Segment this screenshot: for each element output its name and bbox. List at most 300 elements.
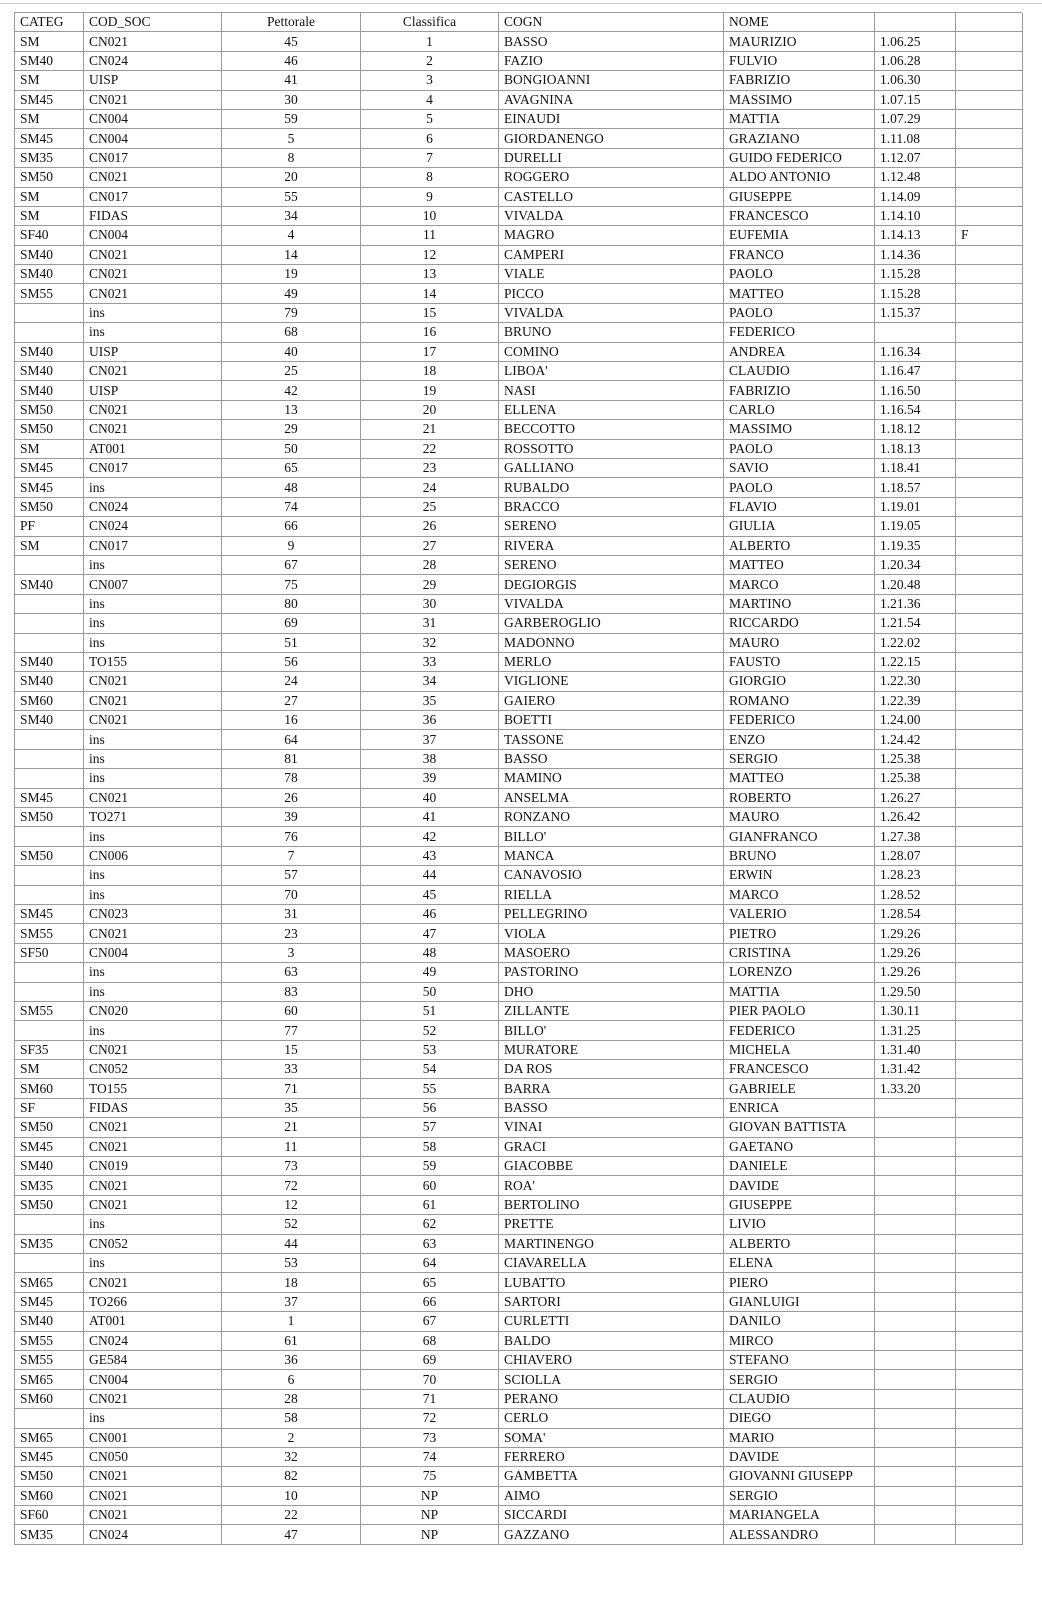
- time-cell: 1.20.34: [875, 555, 956, 574]
- extra-cell: [956, 1312, 1023, 1331]
- pettorale-cell: 81: [222, 749, 361, 768]
- header-cod-soc: COD_SOC: [84, 13, 222, 32]
- classifica-cell: 72: [361, 1409, 499, 1428]
- classifica-cell: 66: [361, 1292, 499, 1311]
- time-cell: 1.11.08: [875, 129, 956, 148]
- header-cogn: COGN: [499, 13, 724, 32]
- nome-cell: MAURO: [724, 808, 875, 827]
- time-cell: [875, 1254, 956, 1273]
- time-cell: 1.21.36: [875, 594, 956, 613]
- cogn-cell: CHIAVERO: [499, 1350, 724, 1369]
- nome-cell: MARCO: [724, 885, 875, 904]
- extra-cell: [956, 497, 1023, 516]
- pettorale-cell: 7: [222, 846, 361, 865]
- pettorale-cell: 11: [222, 1137, 361, 1156]
- nome-cell: MATTEO: [724, 555, 875, 574]
- cogn-cell: VIVALDA: [499, 206, 724, 225]
- classifica-cell: 69: [361, 1350, 499, 1369]
- nome-cell: FLAVIO: [724, 497, 875, 516]
- classifica-cell: 1: [361, 32, 499, 51]
- extra-cell: [956, 1350, 1023, 1369]
- extra-cell: [956, 1234, 1023, 1253]
- time-cell: 1.26.27: [875, 788, 956, 807]
- table-row: [15, 924, 1023, 943]
- cod-soc-cell: ins: [84, 963, 222, 982]
- cogn-cell: FERRERO: [499, 1447, 724, 1466]
- cogn-cell: ROGGERO: [499, 168, 724, 187]
- time-cell: [875, 1234, 956, 1253]
- time-cell: 1.16.50: [875, 381, 956, 400]
- cogn-cell: GIACOBBE: [499, 1157, 724, 1176]
- time-cell: [875, 1118, 956, 1137]
- nome-cell: ALDO ANTONIO: [724, 168, 875, 187]
- pettorale-cell: 69: [222, 614, 361, 633]
- cod-soc-cell: UISP: [84, 342, 222, 361]
- extra-cell: [956, 575, 1023, 594]
- pettorale-cell: 65: [222, 458, 361, 477]
- extra-cell: [956, 71, 1023, 90]
- cogn-cell: BECCOTTO: [499, 420, 724, 439]
- categ-cell: SM45: [15, 478, 84, 497]
- nome-cell: LIVIO: [724, 1215, 875, 1234]
- table-row: [15, 1506, 1023, 1525]
- cod-soc-cell: ins: [84, 769, 222, 788]
- table-row: [15, 1254, 1023, 1273]
- extra-cell: [956, 1021, 1023, 1040]
- cod-soc-cell: TO155: [84, 1079, 222, 1098]
- pettorale-cell: 47: [222, 1525, 361, 1544]
- cogn-cell: BRUNO: [499, 323, 724, 342]
- categ-cell: SF40: [15, 226, 84, 245]
- nome-cell: DIEGO: [724, 1409, 875, 1428]
- table-row: [15, 1021, 1023, 1040]
- nome-cell: GIOVAN BATTISTA: [724, 1118, 875, 1137]
- classifica-cell: 65: [361, 1273, 499, 1292]
- pettorale-cell: 77: [222, 1021, 361, 1040]
- cod-soc-cell: CN004: [84, 1370, 222, 1389]
- time-cell: 1.14.09: [875, 187, 956, 206]
- categ-cell: SM: [15, 536, 84, 555]
- pettorale-cell: 53: [222, 1254, 361, 1273]
- cogn-cell: MAMINO: [499, 769, 724, 788]
- pettorale-cell: 14: [222, 245, 361, 264]
- cod-soc-cell: CN007: [84, 575, 222, 594]
- nome-cell: MAURO: [724, 633, 875, 652]
- categ-cell: SM35: [15, 148, 84, 167]
- cogn-cell: PELLEGRINO: [499, 904, 724, 923]
- table-row: [15, 1098, 1023, 1117]
- categ-cell: SM50: [15, 497, 84, 516]
- cogn-cell: VIALE: [499, 265, 724, 284]
- cod-soc-cell: ins: [84, 323, 222, 342]
- cod-soc-cell: CN021: [84, 1506, 222, 1525]
- classifica-cell: 4: [361, 90, 499, 109]
- classifica-cell: 29: [361, 575, 499, 594]
- extra-cell: [956, 1195, 1023, 1214]
- classifica-cell: 59: [361, 1157, 499, 1176]
- pettorale-cell: 34: [222, 206, 361, 225]
- table-row: [15, 691, 1023, 710]
- cod-soc-cell: CN021: [84, 168, 222, 187]
- classifica-cell: 37: [361, 730, 499, 749]
- classifica-cell: 10: [361, 206, 499, 225]
- pettorale-cell: 40: [222, 342, 361, 361]
- extra-cell: [956, 342, 1023, 361]
- extra-cell: [956, 478, 1023, 497]
- nome-cell: FRANCESCO: [724, 206, 875, 225]
- nome-cell: FABRIZIO: [724, 71, 875, 90]
- cod-soc-cell: CN017: [84, 536, 222, 555]
- extra-cell: [956, 730, 1023, 749]
- cogn-cell: MADONNO: [499, 633, 724, 652]
- cogn-cell: BRACCO: [499, 497, 724, 516]
- cod-soc-cell: ins: [84, 594, 222, 613]
- time-cell: 1.27.38: [875, 827, 956, 846]
- categ-cell: SM50: [15, 400, 84, 419]
- classifica-cell: 75: [361, 1467, 499, 1486]
- pettorale-cell: 26: [222, 788, 361, 807]
- cod-soc-cell: ins: [84, 633, 222, 652]
- cod-soc-cell: CN021: [84, 691, 222, 710]
- cogn-cell: PASTORINO: [499, 963, 724, 982]
- nome-cell: FRANCO: [724, 245, 875, 264]
- pettorale-cell: 48: [222, 478, 361, 497]
- nome-cell: MARIANGELA: [724, 1506, 875, 1525]
- cogn-cell: RIVERA: [499, 536, 724, 555]
- table-row: [15, 245, 1023, 264]
- time-cell: 1.22.39: [875, 691, 956, 710]
- table-row: [15, 71, 1023, 90]
- nome-cell: PAOLO: [724, 303, 875, 322]
- categ-cell: SM40: [15, 575, 84, 594]
- table-row: [15, 1350, 1023, 1369]
- cod-soc-cell: CN021: [84, 265, 222, 284]
- categ-cell: SM40: [15, 51, 84, 70]
- cogn-cell: BONGIOANNI: [499, 71, 724, 90]
- table-row: [15, 963, 1023, 982]
- cogn-cell: CURLETTI: [499, 1312, 724, 1331]
- extra-cell: [956, 749, 1023, 768]
- nome-cell: SERGIO: [724, 1486, 875, 1505]
- table-row: [15, 769, 1023, 788]
- cogn-cell: DURELLI: [499, 148, 724, 167]
- pettorale-cell: 42: [222, 381, 361, 400]
- table-row: [15, 1040, 1023, 1059]
- table-row: [15, 109, 1023, 128]
- categ-cell: SM40: [15, 1157, 84, 1176]
- nome-cell: MATTIA: [724, 982, 875, 1001]
- nome-cell: BRUNO: [724, 846, 875, 865]
- extra-cell: [956, 1176, 1023, 1195]
- extra-cell: [956, 458, 1023, 477]
- nome-cell: SAVIO: [724, 458, 875, 477]
- nome-cell: GIUSEPPE: [724, 187, 875, 206]
- extra-cell: [956, 420, 1023, 439]
- pettorale-cell: 21: [222, 1118, 361, 1137]
- pettorale-cell: 39: [222, 808, 361, 827]
- cogn-cell: VINAI: [499, 1118, 724, 1137]
- extra-cell: [956, 1215, 1023, 1234]
- table-row: [15, 51, 1023, 70]
- cogn-cell: ANSELMA: [499, 788, 724, 807]
- cogn-cell: GAMBETTA: [499, 1467, 724, 1486]
- classifica-cell: 43: [361, 846, 499, 865]
- categ-cell: [15, 1215, 84, 1234]
- cod-soc-cell: CN021: [84, 1137, 222, 1156]
- categ-cell: SM40: [15, 711, 84, 730]
- pettorale-cell: 76: [222, 827, 361, 846]
- classifica-cell: 3: [361, 71, 499, 90]
- classifica-cell: 32: [361, 633, 499, 652]
- classifica-cell: 48: [361, 943, 499, 962]
- table-row: [15, 555, 1023, 574]
- classifica-cell: 36: [361, 711, 499, 730]
- pettorale-cell: 63: [222, 963, 361, 982]
- classifica-cell: 5: [361, 109, 499, 128]
- table-row: [15, 1389, 1023, 1408]
- table-row: [15, 1137, 1023, 1156]
- time-cell: 1.25.38: [875, 749, 956, 768]
- cod-soc-cell: TO266: [84, 1292, 222, 1311]
- cod-soc-cell: AT001: [84, 439, 222, 458]
- time-cell: 1.19.35: [875, 536, 956, 555]
- pettorale-cell: 36: [222, 1350, 361, 1369]
- nome-cell: FRANCESCO: [724, 1060, 875, 1079]
- table-row: [15, 168, 1023, 187]
- cogn-cell: SARTORI: [499, 1292, 724, 1311]
- nome-cell: DAVIDE: [724, 1176, 875, 1195]
- pettorale-cell: 27: [222, 691, 361, 710]
- cogn-cell: DA ROS: [499, 1060, 724, 1079]
- nome-cell: DANIELE: [724, 1157, 875, 1176]
- extra-cell: [956, 265, 1023, 284]
- extra-cell: [956, 1292, 1023, 1311]
- nome-cell: FULVIO: [724, 51, 875, 70]
- time-cell: [875, 1486, 956, 1505]
- cod-soc-cell: ins: [84, 827, 222, 846]
- time-cell: [875, 1447, 956, 1466]
- categ-cell: SM45: [15, 90, 84, 109]
- categ-cell: [15, 1021, 84, 1040]
- cod-soc-cell: AT001: [84, 1312, 222, 1331]
- table-row: [15, 536, 1023, 555]
- categ-cell: SM: [15, 439, 84, 458]
- categ-cell: SM55: [15, 1350, 84, 1369]
- classifica-cell: 50: [361, 982, 499, 1001]
- nome-cell: DAVIDE: [724, 1447, 875, 1466]
- nome-cell: FABRIZIO: [724, 381, 875, 400]
- classifica-cell: NP: [361, 1506, 499, 1525]
- nome-cell: ENRICA: [724, 1098, 875, 1117]
- cod-soc-cell: CN020: [84, 1001, 222, 1020]
- table-row: [15, 32, 1023, 51]
- cod-soc-cell: CN050: [84, 1447, 222, 1466]
- time-cell: 1.26.42: [875, 808, 956, 827]
- cogn-cell: SCIOLLA: [499, 1370, 724, 1389]
- table-row: [15, 1157, 1023, 1176]
- cod-soc-cell: CN006: [84, 846, 222, 865]
- categ-cell: SM50: [15, 1118, 84, 1137]
- time-cell: [875, 1157, 956, 1176]
- extra-cell: [956, 439, 1023, 458]
- table-row: [15, 730, 1023, 749]
- cogn-cell: PRETTE: [499, 1215, 724, 1234]
- cogn-cell: BASSO: [499, 32, 724, 51]
- nome-cell: GIORGIO: [724, 672, 875, 691]
- cogn-cell: VIGLIONE: [499, 672, 724, 691]
- classifica-cell: 22: [361, 439, 499, 458]
- extra-cell: [956, 168, 1023, 187]
- time-cell: [875, 1292, 956, 1311]
- classifica-cell: 74: [361, 1447, 499, 1466]
- extra-cell: [956, 284, 1023, 303]
- cod-soc-cell: ins: [84, 885, 222, 904]
- pettorale-cell: 4: [222, 226, 361, 245]
- time-cell: 1.29.26: [875, 943, 956, 962]
- categ-cell: SM40: [15, 362, 84, 381]
- cogn-cell: ZILLANTE: [499, 1001, 724, 1020]
- cod-soc-cell: UISP: [84, 71, 222, 90]
- pettorale-cell: 6: [222, 1370, 361, 1389]
- table-row: [15, 458, 1023, 477]
- extra-cell: [956, 517, 1023, 536]
- table-row: [15, 614, 1023, 633]
- pettorale-cell: 20: [222, 168, 361, 187]
- classifica-cell: 25: [361, 497, 499, 516]
- classifica-cell: 41: [361, 808, 499, 827]
- time-cell: 1.14.13: [875, 226, 956, 245]
- extra-cell: [956, 109, 1023, 128]
- cod-soc-cell: UISP: [84, 381, 222, 400]
- categ-cell: [15, 614, 84, 633]
- pettorale-cell: 73: [222, 1157, 361, 1176]
- cogn-cell: PICCO: [499, 284, 724, 303]
- cod-soc-cell: ins: [84, 1215, 222, 1234]
- classifica-cell: NP: [361, 1525, 499, 1544]
- pettorale-cell: 59: [222, 109, 361, 128]
- pettorale-cell: 83: [222, 982, 361, 1001]
- categ-cell: SM: [15, 1060, 84, 1079]
- cogn-cell: CERLO: [499, 1409, 724, 1428]
- cod-soc-cell: ins: [84, 1021, 222, 1040]
- nome-cell: GIULIA: [724, 517, 875, 536]
- categ-cell: SF: [15, 1098, 84, 1117]
- nome-cell: ENZO: [724, 730, 875, 749]
- extra-cell: [956, 1428, 1023, 1447]
- classifica-cell: 9: [361, 187, 499, 206]
- cogn-cell: MARTINENGO: [499, 1234, 724, 1253]
- pettorale-cell: 75: [222, 575, 361, 594]
- page-top-line: [0, 3, 1042, 4]
- cogn-cell: PERANO: [499, 1389, 724, 1408]
- extra-cell: [956, 788, 1023, 807]
- extra-cell: [956, 51, 1023, 70]
- cod-soc-cell: ins: [84, 303, 222, 322]
- cogn-cell: VIVALDA: [499, 594, 724, 613]
- table-row: [15, 148, 1023, 167]
- cod-soc-cell: ins: [84, 555, 222, 574]
- classifica-cell: 61: [361, 1195, 499, 1214]
- table-row: [15, 982, 1023, 1001]
- table-row: [15, 1118, 1023, 1137]
- categ-cell: SM: [15, 109, 84, 128]
- table-row: [15, 284, 1023, 303]
- extra-cell: [956, 303, 1023, 322]
- pettorale-cell: 64: [222, 730, 361, 749]
- nome-cell: ALBERTO: [724, 1234, 875, 1253]
- extra-cell: [956, 206, 1023, 225]
- categ-cell: SM60: [15, 1486, 84, 1505]
- extra-cell: [956, 808, 1023, 827]
- classifica-cell: 6: [361, 129, 499, 148]
- classifica-cell: 44: [361, 866, 499, 885]
- pettorale-cell: 49: [222, 284, 361, 303]
- extra-cell: [956, 672, 1023, 691]
- table-row: [15, 1525, 1023, 1544]
- nome-cell: MAURIZIO: [724, 32, 875, 51]
- pettorale-cell: 79: [222, 303, 361, 322]
- time-cell: [875, 1176, 956, 1195]
- classifica-cell: 39: [361, 769, 499, 788]
- cod-soc-cell: CN021: [84, 924, 222, 943]
- cod-soc-cell: ins: [84, 866, 222, 885]
- classifica-cell: 11: [361, 226, 499, 245]
- categ-cell: SM: [15, 71, 84, 90]
- extra-cell: [956, 1506, 1023, 1525]
- header-pettorale: Pettorale: [222, 13, 361, 32]
- cogn-cell: BERTOLINO: [499, 1195, 724, 1214]
- pettorale-cell: 33: [222, 1060, 361, 1079]
- cod-soc-cell: CN021: [84, 32, 222, 51]
- nome-cell: GAETANO: [724, 1137, 875, 1156]
- cogn-cell: LUBATTO: [499, 1273, 724, 1292]
- categ-cell: SM: [15, 32, 84, 51]
- table-row: [15, 943, 1023, 962]
- categ-cell: SM50: [15, 1467, 84, 1486]
- table-row: [15, 1234, 1023, 1253]
- nome-cell: ALESSANDRO: [724, 1525, 875, 1544]
- pettorale-cell: 22: [222, 1506, 361, 1525]
- time-cell: 1.06.25: [875, 32, 956, 51]
- cod-soc-cell: CN021: [84, 1389, 222, 1408]
- nome-cell: PIERO: [724, 1273, 875, 1292]
- cogn-cell: BARRA: [499, 1079, 724, 1098]
- table-row: [15, 1447, 1023, 1466]
- categ-cell: SM50: [15, 168, 84, 187]
- cod-soc-cell: CN021: [84, 1467, 222, 1486]
- classifica-cell: 71: [361, 1389, 499, 1408]
- time-cell: 1.24.00: [875, 711, 956, 730]
- extra-cell: [956, 633, 1023, 652]
- extra-cell: [956, 1331, 1023, 1350]
- nome-cell: PIER PAOLO: [724, 1001, 875, 1020]
- time-cell: 1.22.02: [875, 633, 956, 652]
- cogn-cell: DHO: [499, 982, 724, 1001]
- extra-cell: [956, 1467, 1023, 1486]
- extra-cell: [956, 614, 1023, 633]
- nome-cell: PAOLO: [724, 265, 875, 284]
- categ-cell: [15, 866, 84, 885]
- classifica-cell: 51: [361, 1001, 499, 1020]
- extra-cell: [956, 1370, 1023, 1389]
- pettorale-cell: 68: [222, 323, 361, 342]
- extra-cell: [956, 1060, 1023, 1079]
- extra-cell: [956, 943, 1023, 962]
- cod-soc-cell: CN021: [84, 245, 222, 264]
- extra-cell: [956, 885, 1023, 904]
- pettorale-cell: 9: [222, 536, 361, 555]
- cod-soc-cell: CN021: [84, 90, 222, 109]
